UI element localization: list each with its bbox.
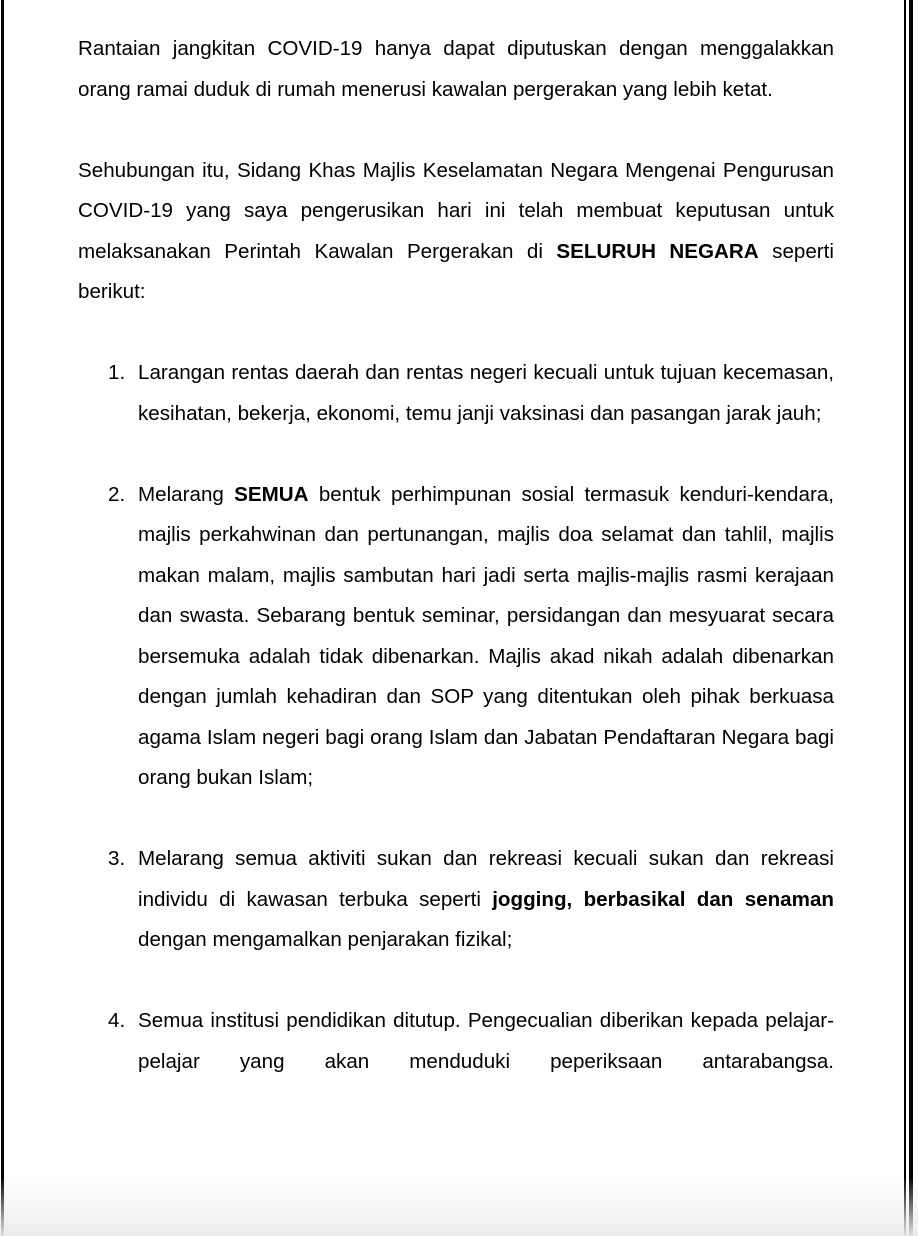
list-item-number: 2. — [108, 482, 126, 506]
paragraph-decision — [78, 151, 834, 313]
page-bottom-fade — [0, 1176, 918, 1236]
paragraph-decision-bold: SELURUH NEGARA — [556, 239, 759, 263]
list-item-text-tail: dengan mengamalkan penjarakan fizikal; — [138, 928, 513, 951]
list-item-number: 4. — [108, 1009, 126, 1032]
paragraph-intro: Rantaian jangkitan COVID-19 hanya dapat diputuskan dengan menggalakkan orang ramai duduk di rumah menerusi kawalan pergerakan yang lebih ketat. — [78, 37, 834, 101]
list-item-text: Melarang semua aktiviti sukan dan rekreasi kecuali sukan dan rekreasi individu di kawasan terbuka seperti — [138, 847, 834, 911]
list-item-bold-text: SEMUA — [234, 482, 309, 506]
list-item-number: 1. — [108, 361, 126, 384]
list-item-number: 3. — [108, 847, 126, 870]
list-item — [78, 353, 834, 434]
paragraph-decision-tail: seperti berikut: — [78, 239, 834, 303]
page-border-right-outer — [909, 0, 913, 1236]
list-item-bold-text: jogging, berbasikal dan senaman — [492, 887, 834, 911]
list-item-text: Larangan rentas daerah dan rentas negeri kecuali untuk tujuan kecemasan, kesihatan, bekerja, ekonomi, temu janji vaksinasi dan pasangan jarak jauh; — [138, 361, 834, 425]
paragraph-decision-text: Sehubungan itu, Sidang Khas Majlis Keselamatan Negara Mengenai Pengurusan COVID-19 yang saya pengerusikan hari ini telah membuat keputusan untuk melaksanakan Perintah Kawalan Pergerakan di — [78, 158, 834, 263]
list-item — [78, 1001, 834, 1082]
measures-list — [78, 353, 834, 1082]
page-border-right-inner — [904, 0, 906, 1236]
page-border-left — [1, 0, 4, 1236]
list-item-text: Semua institusi pendidikan ditutup. Pengecualian diberikan kepada pelajar-pelajar yang akan menduduki peperiksaan antarabangsa. — [138, 1009, 834, 1073]
list-item-text: Melarang — [138, 482, 235, 506]
list-item — [78, 475, 834, 799]
document-page — [78, 29, 834, 1123]
list-item-text-tail: bentuk perhimpunan sosial termasuk kenduri-kendara, majlis perkahwinan dan pertunangan, majlis doa selamat dan tahlil, majlis makan malam, majlis sambutan hari jadi serta majlis-majlis rasmi kerajaan dan swasta. Sebarang bentuk seminar, persidangan dan mesyuarat secara bersemuka adalah tidak dibenarkan. Majlis akad nikah adalah dibenarkan dengan jumlah kehadiran dan SOP yang ditentukan oleh pihak berkuasa agama Islam negeri bagi orang Islam dan Jabatan Pendaftaran Negara bagi orang bukan Islam; — [138, 482, 834, 789]
list-item — [78, 839, 834, 961]
